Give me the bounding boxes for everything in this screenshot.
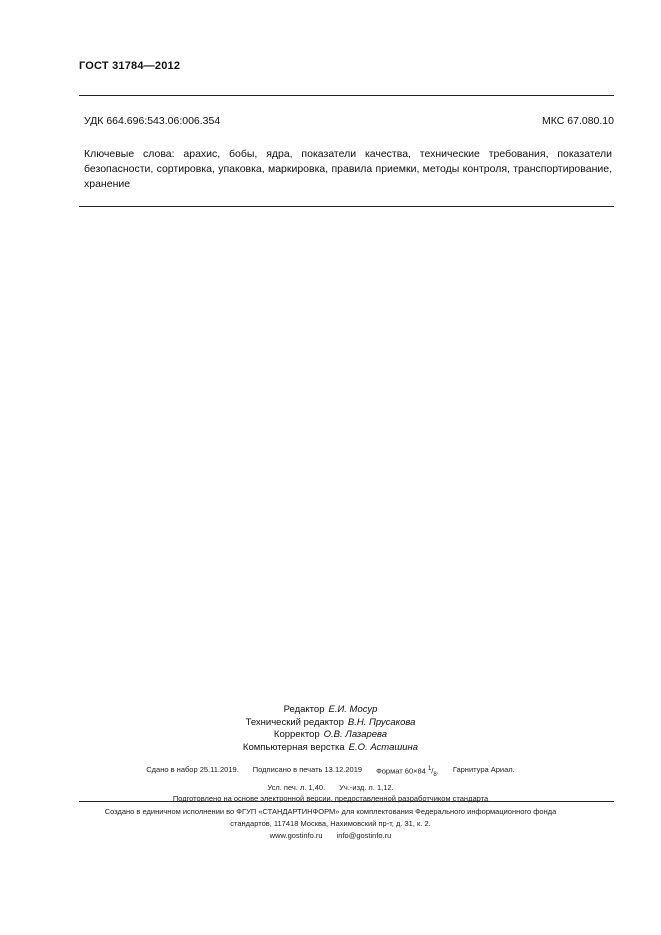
prepared-note: Подготовлено на основе электронной версии, предоставленной разработчиком стандарта [172,794,489,803]
credit-role: Редактор [283,704,325,715]
footer-line-1: Создано в единичном исполнении во ФГУП «СТАНДАРТИНФОРМ» для комплектования Федерального информационного фонда [104,807,557,816]
document-header: ГОСТ 31784—2012 [79,60,181,72]
publisher-sheets: Уч.-изд. л. 1,12. [339,782,394,792]
footer-line-2: стандартов, 117418 Москва, Нахимовский пр-т, д. 31, к. 2. [230,819,431,828]
credit-name: В.Н. Прусакова [347,716,416,728]
keywords-paragraph: Ключевые слова: арахис, бобы, ядра, показатели качества, технические требования, показатели безопасности, сортировка, упаковка, маркировка, правила приемки, методы контроля, транспортирование, хранение [84,148,612,190]
website-link[interactable]: www.gostinfo.ru [269,831,323,840]
format-suffix: . [436,766,439,776]
credit-editor [0,704,661,717]
credit-name: Е.И. Мосур [328,704,378,715]
publication-row-2 [0,782,661,794]
credit-role: Технический редактор [245,716,344,728]
publication-row-1 [0,764,661,782]
mks-code: МКС 67.080.10 [542,115,614,127]
credit-role: Компьютерная верстка [242,741,345,753]
credit-proofreader [0,729,661,742]
publication-info [0,764,661,805]
credit-name: Е.О. Асташина [348,741,419,753]
keywords-divider [79,206,614,207]
top-divider [79,95,614,96]
credit-layout [0,742,661,755]
credits-block [0,704,661,754]
udc-code: УДК 664.696:543.06:006.354 [84,115,221,127]
format-prefix: Формат 60×84 [376,766,426,776]
credit-name: О.В. Лазарева [323,729,388,740]
credit-role: Корректор [273,729,320,740]
footer-divider [79,801,614,802]
paper-format: Формат 60×84 $^1/_8$. [376,766,439,778]
signed-date: Подписано в печать 13.12.2019 [252,765,363,774]
publisher-footer [0,806,661,842]
format-denominator: 8 [433,772,437,778]
printed-sheets: Усл. печ. л. 1,40. [267,782,326,792]
footer-contacts [0,830,661,842]
email-link[interactable]: info@gostinfo.ru [336,831,392,840]
format-numerator: 1 [427,766,432,772]
typeface: Гарнитура Ариал. [452,765,515,774]
credit-tech-editor [0,717,661,730]
typeset-date: Сдано в набор 25.11.2019. [146,765,239,774]
